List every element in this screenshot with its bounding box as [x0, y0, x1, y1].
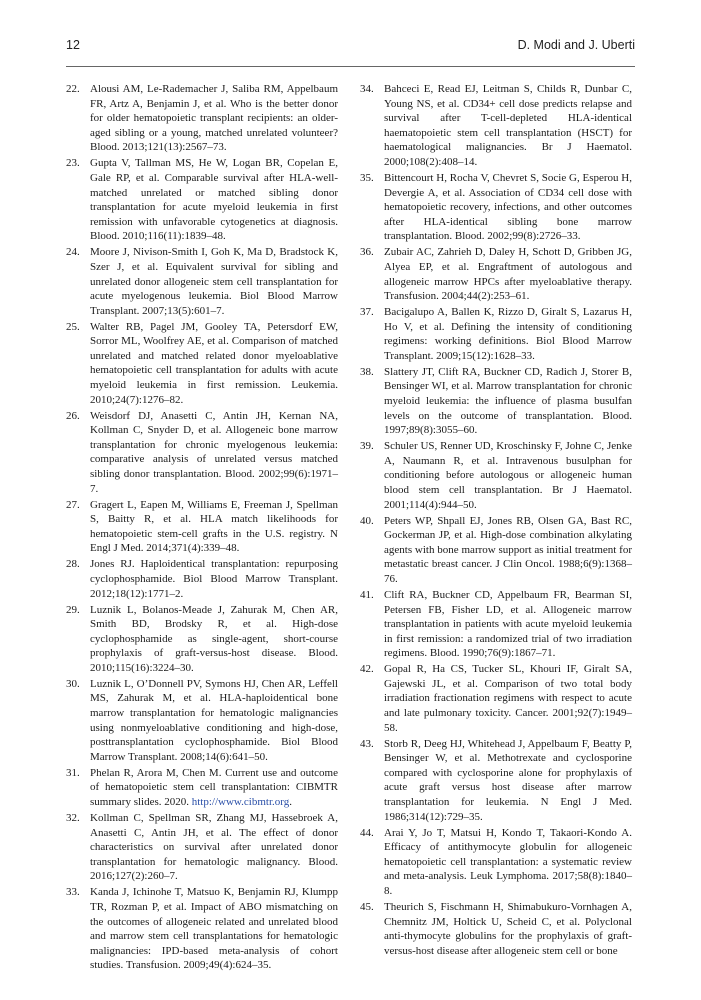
- reference-text: [384, 900, 632, 958]
- reference-text: [90, 245, 338, 318]
- reference-body: Weisdorf DJ, Anasetti C, Antin JH, Kernan NA, Kollman C, Snyder D, et al. Allogeneic bone marrow transplantation for chronic myelogenous leukemia: comparative analysis of unrelated versus matched sibling donor transplantation. Blood. 2002;99(6):1971–7.: [90, 409, 338, 495]
- reference-item: [66, 557, 338, 601]
- reference-body: Bahceci E, Read EJ, Leitman S, Childs R, Dunbar C, Young NS, et al. CD34+ cell dose predicts relapse and survival after T-cell-depleted HLA-identical haematopoietic stem cell transplantation (HSCT) for haematological malignancies. Br J Haematol. 2000;108(2):408–14.: [384, 83, 632, 168]
- reference-number: 26.: [66, 409, 80, 422]
- reference-body: Alousi AM, Le-Rademacher J, Saliba RM, Appelbaum FR, Artz A, Benjamin J, et al. Who is the better donor for older hematopoietic transplant recipients: an older-aged sibling or a young, matched unrelated volunteer? Blood. 2013;121(13):2567–73.: [90, 83, 338, 154]
- reference-number: 40.: [360, 514, 374, 527]
- header-rule: [66, 66, 635, 67]
- reference-item: [66, 409, 338, 497]
- reference-item: [360, 171, 632, 244]
- reference-item: [66, 885, 338, 973]
- reference-text: [384, 588, 632, 661]
- reference-item: [360, 826, 632, 899]
- reference-item: [360, 365, 632, 438]
- reference-body: Slattery JT, Clift RA, Buckner CD, Radich J, Storer B, Bensinger WI, et al. Marrow transplantation for chronic myeloid leukemia: the influence of plasma busulfan levels on the outcome of transplantation. Blood. 1997;89(8):3055–60.: [384, 365, 632, 437]
- reference-item: [66, 245, 338, 318]
- reference-text: [90, 82, 338, 155]
- reference-item: [66, 677, 338, 765]
- reference-number: 24.: [66, 246, 80, 259]
- reference-body: Arai Y, Jo T, Matsui H, Kondo T, Takaori-Kondo A. Efficacy of antithymocyte globulin for allogeneic hematopoietic cell transplantation: a systematic review and meta-analysis. Leuk Lymphoma. 2017;58(8):1840–8.: [384, 826, 632, 897]
- reference-text: [90, 603, 338, 676]
- reference-body: Gupta V, Tallman MS, He W, Logan BR, Copelan E, Gale RP, et al. Comparable survival after HLA-well-matched unrelated or matched sibling donor transplantation for acute myeloid leukemia in first remission with unfavorable cytogenetics at diagnosis. Blood. 2010;116(11):1839–48.: [90, 157, 338, 243]
- reference-number: 25.: [66, 320, 80, 333]
- reference-number: 37.: [360, 306, 374, 319]
- reference-number: 43.: [360, 737, 374, 750]
- reference-body: Bacigalupo A, Ballen K, Rizzo D, Giralt S, Lazarus H, Ho V, et al. Defining the intensity of conditioning regimens: working definitions. Biol Blood Marrow Transplant. 2009;15(12):1628–33.: [384, 306, 632, 362]
- reference-number: 29.: [66, 603, 80, 616]
- reference-number: 35.: [360, 171, 374, 184]
- reference-text: [90, 811, 338, 884]
- reference-text: [90, 557, 338, 601]
- reference-item: [360, 514, 632, 587]
- reference-number: 41.: [360, 588, 374, 601]
- reference-item: [360, 588, 632, 661]
- reference-body: Jones RJ. Haploidentical transplantation: repurposing cyclophosphamide. Biol Blood Marrow Transplant. 2012;18(12):1771–2.: [90, 558, 338, 600]
- reference-item: [360, 900, 632, 958]
- reference-column-left: [66, 82, 338, 974]
- reference-text: [384, 305, 632, 363]
- reference-body: Gragert L, Eapen M, Williams E, Freeman J, Spellman S, Baitty R, et al. HLA match likelihoods for hematopoietic stem-cell grafts in the U.S. registry. N Engl J Med. 2014;371(4):339–48.: [90, 498, 338, 555]
- reference-text: [384, 82, 632, 170]
- reference-item: [66, 320, 338, 408]
- reference-item: [66, 603, 338, 676]
- reference-text: [384, 365, 632, 438]
- reference-number: 31.: [66, 766, 80, 779]
- reference-body: Luznik L, O’Donnell PV, Symons HJ, Chen AR, Leffell MS, Zahurak M, et al. HLA-haploidentical bone marrow transplantation for hematologic malignancies using nonmyeloablative conditioning and high-dose, posttransplantation cyclophosphamide. Biol Blood Marrow Transplant. 2008;14(6):641–50.: [90, 677, 338, 763]
- reference-text: [90, 409, 338, 497]
- reference-item: [360, 737, 632, 825]
- reference-body: Zubair AC, Zahrieh D, Daley H, Schott D, Gribben JG, Alyea EP, et al. Engraftment of autologous and allogeneic marrow HPCs after myeloablative therapy. Transfusion. 2004;44(2):253–61.: [384, 246, 632, 303]
- reference-number: 32.: [66, 812, 80, 824]
- reference-number: 38.: [360, 365, 374, 378]
- reference-body: Storb R, Deeg HJ, Whitehead J, Appelbaum F, Beatty P, Bensinger W, et al. Methotrexate and cyclosporine compared with cyclosporine alone for prophylaxis of acute graft versus host disease after marrow transplantation for leukemia. N Engl J Med. 1986;314(12):729–35.: [384, 737, 632, 823]
- reference-body: Theurich S, Fischmann H, Shimabukuro-Vornhagen A, Chemnitz JM, Holtick U, Scheid C, et al. Polyclonal anti-thymocyte globulins for the prophylaxis of graft-versus-host disease after allogeneic stem cell or bone: [384, 900, 632, 957]
- reference-number: 39.: [360, 440, 374, 453]
- reference-text: [90, 156, 338, 244]
- reference-text: [90, 885, 338, 973]
- reference-body: Gopal R, Ha CS, Tucker SL, Khouri IF, Giralt SA, Gajewski JL, et al. Comparison of two total body irradiation fractionation regimens with respect to acute and late pulmonary toxicity. Cancer. 2001;92(7):1949–58.: [384, 663, 632, 734]
- reference-text: [384, 514, 632, 587]
- reference-body: Peters WP, Shpall EJ, Jones RB, Olsen GA, Bast RC, Gockerman JP, et al. High-dose combination alkylating agents with bone marrow support as initial treatment for metastatic breast cancer. J Clin Oncol. 1988;6(9):1368–76.: [384, 514, 632, 585]
- reference-body: Kollman C, Spellman SR, Zhang MJ, Hassebroek A, Anasetti C, Antin JH, et al. The effect of donor characteristics on survival after unrelated donor transplantation for hematologic malignancy. Blood. 2016;127(2):260–7.: [90, 812, 338, 883]
- reference-body: Bittencourt H, Rocha V, Chevret S, Socie G, Esperou H, Devergie A, et al. Association of CD34 cell dose with hematopoietic recovery, infections, and other outcomes after HLA-identical sibling bone marrow transplantation. Blood. 2002;99(8):2726–33.: [384, 171, 632, 243]
- reference-body: Walter RB, Pagel JM, Gooley TA, Petersdorf EW, Sorror ML, Woolfrey AE, et al. Comparison of matched unrelated and matched related donor myeloablative hematopoietic cell transplantation for adults with acute myeloid leukemia in first remission. Leukemia. 2010;24(7):1276–82.: [90, 320, 338, 406]
- reference-number: 44.: [360, 826, 374, 839]
- reference-body: Phelan R, Arora M, Chen M. Current use and outcome of hematopoietic stem cell transplantation: CIBMTR summary slides. 2020.: [90, 766, 338, 809]
- reference-text: [384, 826, 632, 899]
- reference-column-right: [360, 82, 632, 960]
- reference-link[interactable]: http://www.cibmtr.org: [191, 796, 290, 809]
- reference-number: 23.: [66, 157, 80, 170]
- reference-number: 42.: [360, 663, 374, 676]
- reference-number: 33.: [66, 886, 80, 899]
- reference-item: [360, 245, 632, 303]
- reference-item: [66, 766, 338, 810]
- reference-text: [90, 498, 338, 556]
- reference-body: Schuler US, Renner UD, Kroschinsky F, Johne C, Jenke A, Naumann R, et al. Intravenous busulphan for conditioning before autologous or allogeneic human blood stem cell transplantation. Br J Haematol. 2001;114(4):944–50.: [384, 440, 632, 511]
- reference-text: [384, 439, 632, 512]
- reference-item: [66, 156, 338, 244]
- running-head: D. Modi and J. Uberti: [517, 38, 635, 52]
- reference-item: [360, 662, 632, 735]
- reference-body: Kanda J, Ichinohe T, Matsuo K, Benjamin RJ, Klumpp TR, Rozman P, et al. Impact of ABO mismatching on the outcomes of allogeneic related and unrelated blood and marrow stem cell transplantations for hematologic malignancies: IPD-based meta-analysis of cohort studies. Transfusion. 2009;49(4):624–35.: [90, 886, 338, 972]
- reference-item: [66, 498, 338, 556]
- reference-body: Moore J, Nivison-Smith I, Goh K, Ma D, Bradstock K, Szer J, et al. Equivalent survival for sibling and unrelated donor allogeneic stem cell transplantation for acute myelogenous leukemia. Biol Blood Marrow Transplant. 2007;13(5):601–7.: [90, 246, 338, 317]
- reference-text: [384, 737, 632, 825]
- reference-item: [360, 82, 632, 170]
- reference-item: [360, 439, 632, 512]
- reference-item: [66, 811, 338, 884]
- reference-text: [90, 320, 338, 408]
- reference-number: 36.: [360, 246, 374, 259]
- reference-number: 22.: [66, 83, 80, 95]
- reference-number: 28.: [66, 558, 80, 571]
- reference-body: Clift RA, Buckner CD, Appelbaum FR, Bearman SI, Petersen FB, Fisher LD, et al. Allogeneic marrow transplantation in patients with acute myeloid leukemia in first remission: a randomized trial of two irradiation regimens. Blood. 1990;76(9):1867–71.: [384, 588, 632, 660]
- reference-text: [90, 677, 338, 765]
- reference-number: 45.: [360, 900, 374, 913]
- reference-trailing: .: [289, 796, 292, 809]
- reference-body: Luznik L, Bolanos-Meade J, Zahurak M, Chen AR, Smith BD, Brodsky R, et al. High-dose cyclophosphamide as single-agent, short-course prophylaxis of graft-versus-host disease. Blood. 2010;115(16):3224–30.: [90, 603, 338, 674]
- page-number: 12: [66, 38, 80, 52]
- reference-number: 27.: [66, 498, 80, 511]
- reference-text: [90, 766, 338, 810]
- reference-text: [384, 662, 632, 735]
- reference-number: 34.: [360, 83, 374, 95]
- reference-text: [384, 245, 632, 303]
- reference-text: [384, 171, 632, 244]
- reference-number: 30.: [66, 677, 80, 690]
- reference-item: [360, 305, 632, 363]
- page-header: [66, 38, 635, 58]
- reference-item: [66, 82, 338, 155]
